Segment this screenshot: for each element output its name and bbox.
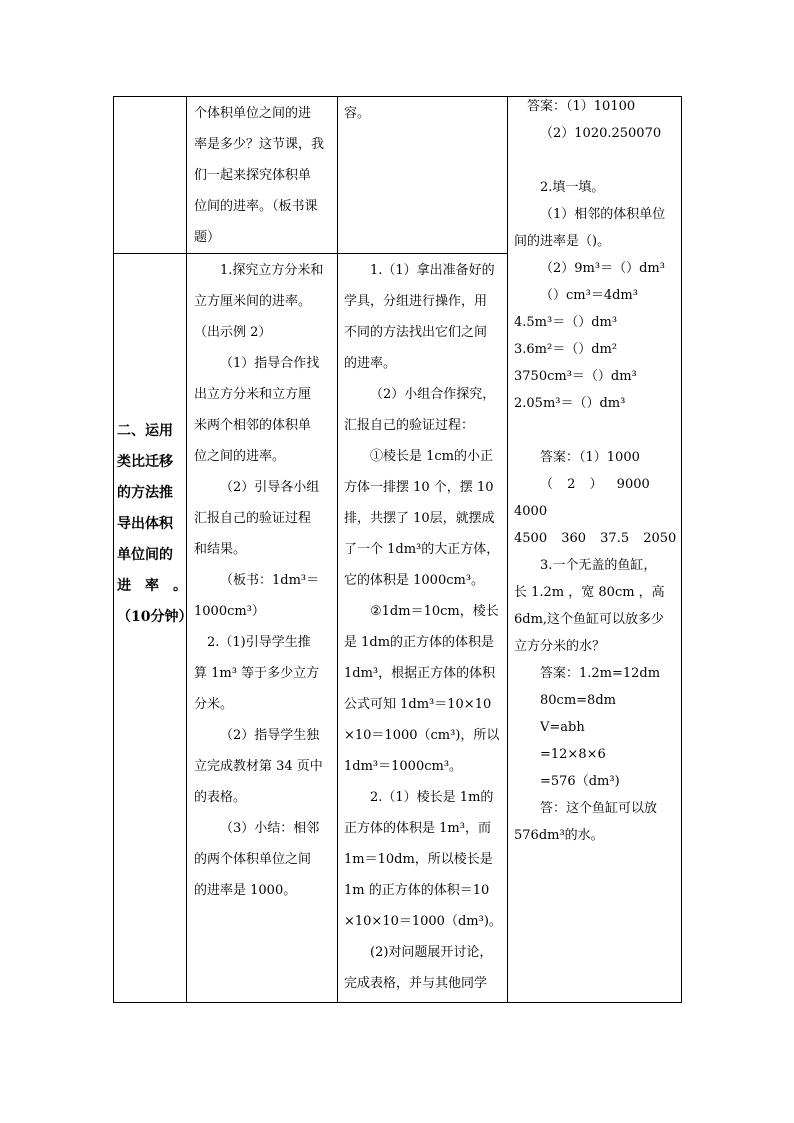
text-line: （2）1020.250070 — [540, 126, 662, 141]
text-line: 和结果。 — [194, 542, 247, 557]
text-line: 4.5m³＝（）dm³ — [514, 315, 618, 330]
text-line: （3）小结：相邻 — [220, 821, 320, 836]
table-border-bottom — [113, 1002, 682, 1003]
row-divider — [113, 253, 508, 254]
text-line: 长 1.2m ，宽 80cm ，高 — [514, 585, 665, 600]
blank-line — [514, 417, 679, 444]
text-line: 2.05m³＝（）dm³ — [514, 396, 626, 411]
text-line: （10分钟） — [117, 609, 193, 625]
column-divider-3 — [507, 96, 508, 1003]
text-line: 1m 的正方体的体积＝10 — [344, 883, 490, 898]
text-line: 立方厘米间的进率。 — [194, 294, 312, 309]
row1-student-activity — [344, 98, 506, 129]
text-line: 80cm=8dm — [540, 693, 616, 708]
text-line: 排，共摆了 10层，就摆成 — [344, 511, 495, 526]
text-line: 容。 — [344, 106, 371, 121]
text-line: 1000cm³） — [194, 604, 265, 619]
text-line: （板书：1dm³＝ — [220, 573, 320, 588]
text-line: 立完成教材第 34 页中 — [194, 759, 323, 774]
text-line: 正方体的体积是 1m³，而 — [344, 821, 491, 836]
text-line: 导出体积 — [117, 516, 173, 532]
text-line: ×10×10＝1000（dm³)。 — [344, 914, 502, 929]
text-line: （出示例 2） — [194, 325, 272, 340]
text-line: （）cm³＝4dm³ — [540, 288, 638, 303]
row2-student-activity — [344, 255, 506, 999]
text-line: ①棱长是 1cm的小正 — [370, 449, 494, 464]
text-line: 是 1dm的正方体的体积是 — [344, 635, 495, 650]
text-line: 1.探究立方分米和 — [220, 263, 324, 278]
text-line: 立方分米的水？ — [514, 639, 606, 654]
text-line: 2.（1）棱长是 1m的 — [370, 790, 494, 805]
text-line: ×10＝1000（cm³)，所以 — [344, 728, 500, 743]
row1-teacher-activity — [194, 98, 337, 253]
text-line: 们一起来探究体积单 — [194, 168, 312, 183]
section-title — [117, 416, 193, 633]
text-line: 3.一个无盖的鱼缸， — [540, 558, 657, 573]
table-border-left — [113, 96, 114, 1003]
text-line: 答案：（1）1000 — [540, 450, 640, 465]
text-line: 2.（1)引导学生推 — [207, 635, 311, 650]
text-line: 1dm³，根据正方体的体积 — [344, 666, 496, 681]
text-line: 答案：1.2m=12dm — [540, 666, 661, 681]
text-line: 的表格。 — [194, 790, 247, 805]
text-line: 的两个体积单位之间 — [194, 852, 312, 867]
text-line: 1m＝10dm，所以棱长是 — [344, 852, 493, 867]
text-line: （2）小组合作探究， — [370, 387, 496, 402]
text-line: （2）引导各小组 — [220, 480, 320, 495]
text-line: =12×8×6 — [540, 747, 606, 762]
blank-line — [514, 147, 679, 174]
table-border-right — [681, 96, 682, 1003]
row2-teacher-activity — [194, 255, 337, 906]
text-line: 2.填一填。 — [540, 180, 605, 195]
text-line: ②1dm＝10cm，棱长 — [370, 604, 499, 619]
text-line: 4500 360 37.5 2050 — [514, 531, 677, 546]
text-line: =576（dm³) — [540, 774, 620, 789]
text-line: 单位间的 — [117, 547, 173, 563]
text-line: 1dm³＝1000cm³。 — [344, 759, 463, 774]
text-line: 3.6m²＝（）dm² — [514, 342, 618, 357]
text-line: 的方法推 — [117, 485, 173, 501]
exercise-column — [514, 93, 679, 849]
text-line: （1）指导合作找 — [220, 356, 320, 371]
text-line: 3750cm³＝（）dm³ — [514, 369, 637, 384]
text-line: 题） — [194, 230, 221, 245]
text-line: 的进率是 1000。 — [194, 883, 297, 898]
text-line: 分米。 — [194, 697, 234, 712]
text-line: 答案：（1）10100 — [527, 99, 636, 114]
text-line: 学具，分组进行操作，用 — [344, 294, 488, 309]
text-line: 率是多少？这节课，我 — [194, 137, 325, 152]
text-line: 1.（1）拿出准备好的 — [370, 263, 495, 278]
column-divider-2 — [337, 96, 338, 1003]
text-line: (2)对问题展开讨论， — [370, 945, 493, 960]
text-line: 出立方分米和立方厘 — [194, 387, 312, 402]
text-line: 二、运用 — [117, 423, 173, 439]
text-line: V=abh — [540, 720, 585, 735]
text-line: 完成表格，并与其他同学 — [344, 976, 488, 991]
text-line: 进 率 。 — [117, 578, 187, 594]
text-line: 个体积单位之间的进 — [194, 106, 312, 121]
text-line: 间的进率是（)。 — [514, 234, 611, 249]
text-line: 答：这个鱼缸可以放 — [540, 801, 658, 816]
text-line: 位之间的进率。 — [194, 449, 286, 464]
text-line: 汇报自己的验证过程 — [194, 511, 312, 526]
text-line: （2）指导学生独 — [220, 728, 320, 743]
text-line: 算 1m³ 等于多少立方 — [194, 666, 320, 681]
text-line: 它的体积是 1000cm³。 — [344, 573, 485, 588]
text-line: 6dm,这个鱼缸可以放多少 — [514, 612, 665, 627]
lesson-table — [113, 96, 682, 1003]
text-line: 类比迁移 — [117, 454, 173, 470]
text-line: 不同的方法找出它们之间 — [344, 325, 488, 340]
text-line: 汇报自己的验证过程： — [344, 418, 475, 433]
text-line: （2）9m³＝（）dm³ — [540, 261, 665, 276]
text-line: （1）相邻的体积单位 — [540, 207, 666, 222]
text-line: （ 2 ） 9000 4000 — [514, 477, 650, 519]
text-line: 米两个相邻的体积单 — [194, 418, 312, 433]
text-line: 了一个 1dm³的大正方体， — [344, 542, 500, 557]
text-line: 576dm³的水。 — [514, 828, 604, 843]
text-line: 公式可知 1dm³＝10×10 — [344, 697, 492, 712]
text-line: 的进率。 — [344, 356, 397, 371]
text-line: 方体一排摆 10 个，摆 10 — [344, 480, 494, 495]
text-line: 位间的进率。（板书课 — [194, 199, 318, 214]
